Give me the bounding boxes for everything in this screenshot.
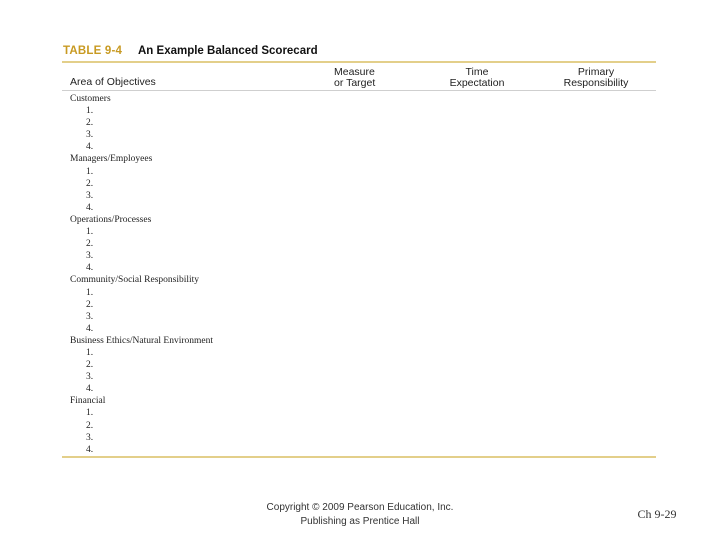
table-row: 2. xyxy=(86,299,94,310)
table-row: 4. xyxy=(86,142,94,153)
table-row: 1. xyxy=(86,408,94,419)
table-row: 2. xyxy=(86,178,94,189)
table-row: 4. xyxy=(86,444,94,455)
header-measure-line2: or Target xyxy=(334,77,376,89)
table-row: 3. xyxy=(86,130,94,141)
category-label: Customers xyxy=(70,94,111,104)
table-row: 4. xyxy=(86,323,94,334)
table-row: 2. xyxy=(86,239,94,250)
table-caption: An Example Balanced Scorecard xyxy=(138,45,318,57)
table-row: 1. xyxy=(86,347,94,358)
table-row: 4. xyxy=(86,202,94,213)
category-label: Managers/Employees xyxy=(70,154,153,165)
table-row: 1. xyxy=(86,106,94,117)
bottom-rule xyxy=(62,456,656,458)
table-row: 1. xyxy=(86,287,94,298)
header-time-expectation xyxy=(445,67,509,89)
table-title xyxy=(62,44,656,60)
copyright-line1: Copyright © 2009 Pearson Education, Inc. xyxy=(266,502,454,513)
table-row: 1. xyxy=(86,227,94,238)
header-area-of-objectives: Area of Objectives xyxy=(70,76,156,88)
table-row: 3. xyxy=(86,372,94,383)
table-row: 2. xyxy=(86,420,94,431)
table-row: 2. xyxy=(86,118,94,129)
balanced-scorecard-table xyxy=(62,44,656,458)
table-row: 4. xyxy=(86,384,94,395)
table-number: TABLE 9-4 xyxy=(63,45,123,57)
category-label: Operations/Processes xyxy=(70,214,152,225)
header-measure-or-target xyxy=(334,67,375,89)
slide-number: Ch 9-29 xyxy=(637,507,677,521)
category-label: Financial xyxy=(70,396,106,407)
table-row: 3. xyxy=(86,432,94,443)
table-row: 2. xyxy=(86,360,94,371)
header-resp-line1: Primary xyxy=(577,66,615,78)
table-row: 3. xyxy=(86,311,94,322)
table-header xyxy=(62,63,656,90)
category-label: Business Ethics/Natural Environment xyxy=(70,335,214,346)
header-primary-responsibility xyxy=(554,67,638,89)
category-label: Community/Social Responsibility xyxy=(70,275,200,286)
header-time-line1: Time xyxy=(465,66,489,78)
table-row: 4. xyxy=(86,263,94,274)
copyright-line2: Publishing as Prentice Hall xyxy=(300,516,420,527)
table-body xyxy=(62,91,656,456)
copyright-notice xyxy=(230,501,490,529)
header-time-line2: Expectation xyxy=(449,77,505,89)
table-row: 1. xyxy=(86,166,94,177)
table-row: 3. xyxy=(86,251,94,262)
header-measure-line1: Measure xyxy=(334,66,375,78)
table-row: 3. xyxy=(86,190,94,201)
header-resp-line2: Responsibility xyxy=(563,77,629,89)
